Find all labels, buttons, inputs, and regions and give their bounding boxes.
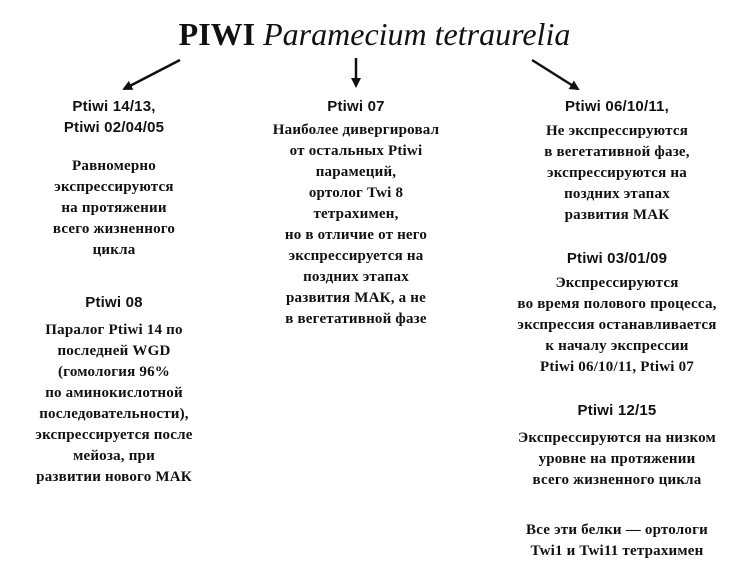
left-text1-line: на протяжении — [61, 200, 167, 216]
right-text1-line: развития МАК — [564, 207, 670, 223]
left-text2-line: Паралог Ptiwi 14 по — [45, 322, 183, 338]
middle-text-line: Наиболее дивергировал — [272, 122, 440, 138]
right-head2-block — [502, 248, 732, 269]
right-text3-line: Экспрессируются на низком — [518, 430, 716, 446]
right-text2-line: Ptiwi 06/10/11, Ptiwi 07 — [540, 359, 694, 375]
left-text1 — [8, 156, 220, 261]
left-text2-line: по аминокислотной — [45, 385, 183, 401]
left-text2 — [0, 320, 228, 488]
left-head2-block — [8, 292, 220, 313]
right-text1 — [502, 121, 732, 226]
right-head3-block — [502, 400, 732, 421]
right-note — [486, 520, 748, 562]
right-text2 — [486, 273, 748, 378]
middle-text-line: тетрахимен, — [313, 206, 399, 222]
left-head1-line: Ptiwi 02/04/05 — [63, 119, 165, 136]
arrow-left — [124, 60, 180, 89]
right-text1-line: экспрессируются на — [547, 165, 687, 181]
right-text3 — [486, 428, 748, 491]
middle-head-block — [252, 96, 460, 117]
right-text2-line: экспрессия останавливается — [517, 317, 717, 333]
right-note-line: Twi1 и Twi11 тетрахимен — [530, 543, 704, 559]
middle-text-line: экспрессируется на — [288, 248, 424, 264]
right-text2-line: Экспрессируются — [555, 275, 679, 291]
left-text2-line: последовательности), — [39, 406, 189, 422]
middle-text-line: от остальных Ptiwi — [289, 143, 423, 159]
middle-head: Ptiwi 07 — [327, 98, 385, 115]
right-text3-line: всего жизненного цикла — [532, 472, 702, 488]
middle-text-line: но в отличие от него — [284, 227, 428, 243]
arrow-right — [532, 60, 578, 89]
left-head1-line: Ptiwi 14/13, — [72, 98, 156, 115]
right-text3-line: уровне на протяжении — [538, 451, 696, 467]
title-bold: PIWI — [178, 16, 256, 52]
title-italic: Paramecium tetraurelia — [263, 16, 571, 52]
right-head1-block — [502, 96, 732, 117]
middle-text-line: парамеций, — [315, 164, 397, 180]
left-text2-line: развитии нового МАК — [36, 469, 192, 485]
left-head2: Ptiwi 08 — [85, 294, 143, 311]
left-head1 — [8, 96, 220, 138]
right-text1-line: Не экспрессируются — [545, 123, 689, 139]
right-text2-line: к началу экспрессии — [545, 338, 689, 354]
middle-text-line: в вегетативной фазе — [285, 311, 427, 327]
right-note-line: Все эти белки — ортологи — [526, 522, 708, 538]
middle-text — [246, 120, 466, 330]
left-text1-line: цикла — [92, 242, 136, 258]
left-text1-line: экспрессируются — [54, 179, 174, 195]
right-text1-line: в вегетативной фазе, — [544, 144, 690, 160]
left-text2-line: последней WGD — [57, 343, 171, 359]
left-text2-line: (гомология 96% — [57, 364, 170, 380]
middle-text-line: поздних этапах — [303, 269, 409, 285]
left-text2-line: мейоза, при — [73, 448, 155, 464]
right-text1-line: поздних этапах — [564, 186, 670, 202]
right-text2-line: во время полового процесса, — [517, 296, 717, 312]
right-head2: Ptiwi 03/01/09 — [566, 250, 668, 267]
right-head1: Ptiwi 06/10/11, — [565, 98, 669, 115]
left-text1-line: Равномерно — [72, 158, 156, 174]
middle-text-line: развития МАК, а не — [285, 290, 426, 306]
left-text1-line: всего жизненного — [52, 221, 176, 237]
right-head3: Ptiwi 12/15 — [577, 402, 657, 419]
left-text2-line: экспрессируется после — [35, 427, 193, 443]
middle-text-line: ортолог Twi 8 — [308, 185, 404, 201]
